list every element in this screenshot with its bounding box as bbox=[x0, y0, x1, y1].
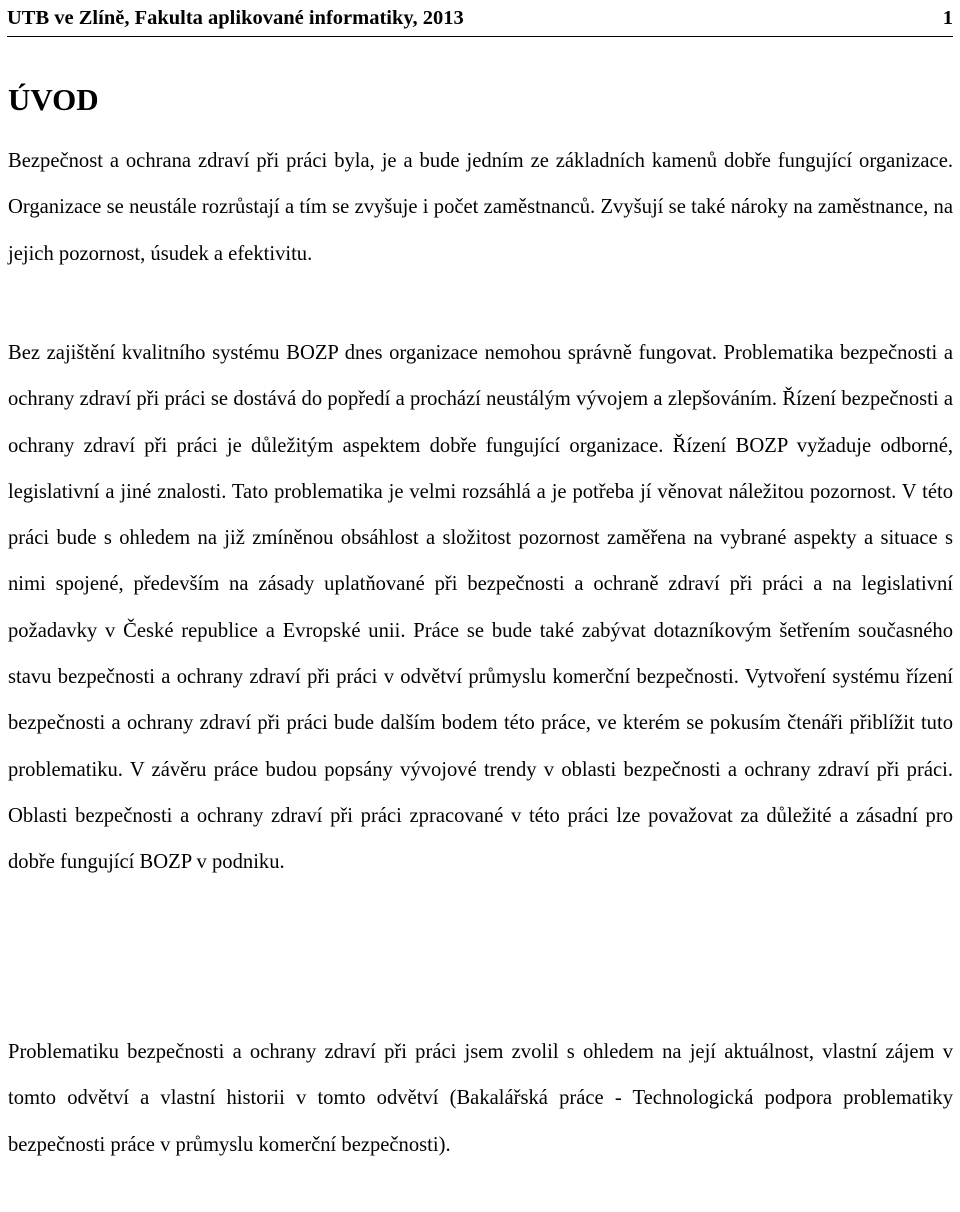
body-paragraph: Bezpečnost a ochrana zdraví při práci byla, je a bude jedním ze základních kamenů dobře fungující organizace. Organizace se neustále rozrůstají a tím se zvyšuje i počet zaměstnanců. Zvyšují se také nároky na zaměstnance, na jejich pozornost, úsudek a efektivitu. bbox=[8, 150, 953, 265]
running-header bbox=[7, 0, 953, 37]
header-title: UTB ve Zlíně, Fakulta aplikované informatiky, 2013 bbox=[7, 7, 464, 29]
page-number: 1 bbox=[942, 7, 953, 29]
chapter-heading: ÚVOD bbox=[8, 82, 99, 117]
body-paragraph: Problematiku bezpečnosti a ochrany zdraví při práci jsem zvolil s ohledem na její aktuálnost, vlastní zájem v tomto odvětví a vlastní historii v tomto odvětví (Bakalářská práce - Technologická podpora problematiky bezpečnosti práce v průmyslu komerční bezpečnosti). bbox=[8, 1041, 953, 1156]
body-paragraph: Bez zajištění kvalitního systému BOZP dnes organizace nemohou správně fungovat. Problematika bezpečnosti a ochrany zdraví při práci se dostává do popředí a prochází neustálým vývojem a zlepšováním. Řízení bezpečnosti a ochrany zdraví při práci je důležitým aspektem dobře fungující organizace. Řízení BOZP vyžaduje odborné, legislativní a jiné znalosti. Tato problematika je velmi rozsáhlá a je potřeba jí věnovat náležitou pozornost. V této práci bude s ohledem na již zmíněnou obsáhlost a složitost pozornost zaměřena na vybrané aspekty a situace s nimi spojené, především na zásady uplatňované při bezpečnosti a ochraně zdraví při práci a na legislativní požadavky v České republice a Evropské unii. Práce se bude také zabývat dotazníkovým šetřením současného stavu bezpečnosti a ochrany zdraví při práci v odvětví průmyslu komerční bezpečnosti. Vytvoření systému řízení bezpečnosti a ochrany zdraví při práci bude dalším bodem této práce, ve kterém se pokusím čtenáři přiblížit tuto problematiku. V závěru práce budou popsány vývojové trendy v oblasti bezpečnosti a ochrany zdraví při práci. Oblasti bezpečnosti a ochrany zdraví při práci zpracované v této práci lze považovat za důležité a zásadní pro dobře fungující BOZP v podniku. bbox=[8, 342, 953, 874]
